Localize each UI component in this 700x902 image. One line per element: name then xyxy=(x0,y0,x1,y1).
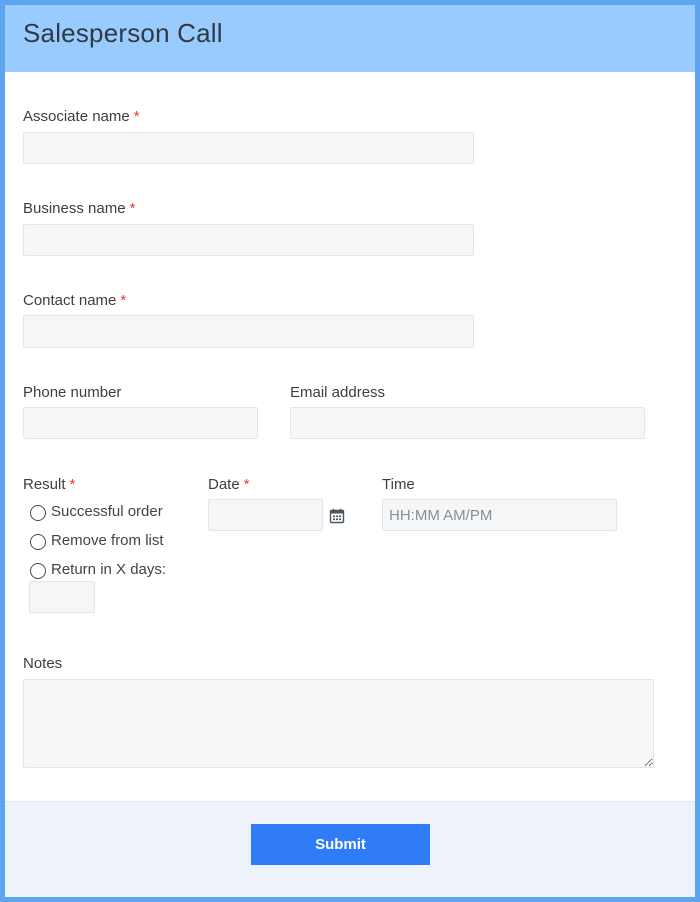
form-footer xyxy=(5,801,695,897)
time-label: Time xyxy=(382,476,415,493)
radio-button[interactable] xyxy=(30,534,46,550)
calendar-icon[interactable] xyxy=(329,508,345,524)
form-title: Salesperson Call xyxy=(23,18,223,48)
contact-name-label xyxy=(23,292,126,309)
radio-label: Return in X days: xyxy=(51,561,167,578)
radio-button[interactable] xyxy=(30,563,46,579)
date-input[interactable] xyxy=(208,499,323,531)
result-label-text: Result xyxy=(23,476,66,493)
return-days-input[interactable] xyxy=(29,581,95,613)
date-label xyxy=(208,476,250,493)
form-container xyxy=(5,5,695,897)
required-marker: * xyxy=(129,200,136,217)
contact-name-label-text: Contact name xyxy=(23,292,117,309)
business-name-input[interactable] xyxy=(23,224,474,256)
radio-label: Remove from list xyxy=(51,532,164,549)
submit-button[interactable]: Submit xyxy=(251,824,430,865)
business-name-label xyxy=(23,200,135,217)
contact-name-input[interactable] xyxy=(23,315,474,348)
associate-name-label-text: Associate name xyxy=(23,108,130,125)
notes-label: Notes xyxy=(23,655,63,672)
associate-name-input[interactable] xyxy=(23,132,474,164)
time-input[interactable] xyxy=(382,499,617,531)
phone-number-label: Phone number xyxy=(23,384,122,401)
email-address-label: Email address xyxy=(290,384,386,401)
email-address-input[interactable] xyxy=(290,407,645,439)
date-label-text: Date xyxy=(208,476,240,493)
phone-number-input[interactable] xyxy=(23,407,258,439)
required-marker: * xyxy=(120,292,127,309)
required-marker: * xyxy=(133,108,140,125)
radio-button[interactable] xyxy=(30,505,46,521)
form-header xyxy=(5,5,695,72)
result-label xyxy=(23,476,75,493)
required-marker: * xyxy=(243,476,250,493)
business-name-label-text: Business name xyxy=(23,200,126,217)
required-marker: * xyxy=(69,476,76,493)
notes-textarea[interactable] xyxy=(23,679,654,768)
associate-name-label xyxy=(23,108,140,125)
radio-label: Successful order xyxy=(51,503,163,520)
